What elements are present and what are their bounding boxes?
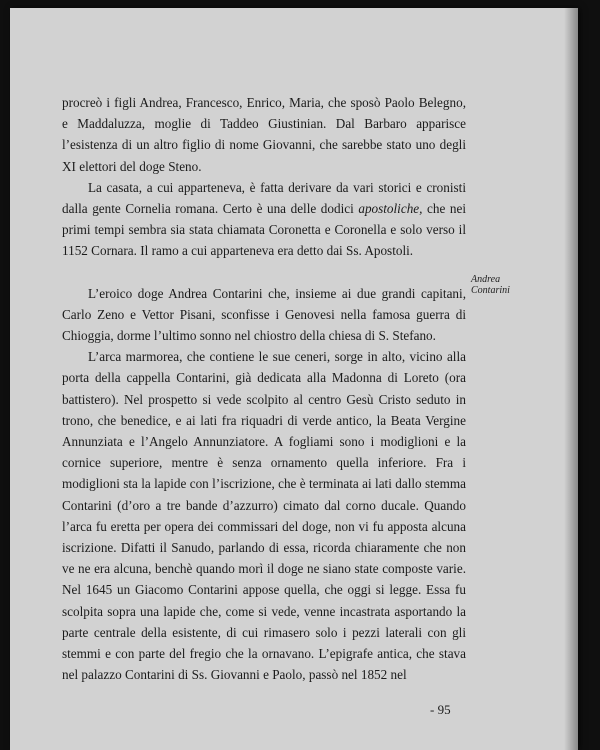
marginal-note-line-2: Contarini: [471, 285, 510, 296]
book-page: [10, 8, 578, 750]
body-text: [62, 92, 466, 685]
paragraph-2-before: La casata, a cui apparteneva, è fatta derivare da vari storici e cronisti dalla gente Cornelia romana. Certo è una delle dodici: [62, 179, 466, 217]
paragraph-2-italic: apostoliche,: [358, 201, 423, 217]
paragraph-3: L’eroico doge Andrea Contarini che, insieme ai due grandi capitani, Carlo Zeno e Vettor Pisani, sconfisse i Genovesi nella famosa guerra di Chioggia, dorme l’ultimo sonno nel chiostro della chiesa di S. Stefano.: [62, 285, 466, 344]
marginal-note: [471, 274, 551, 296]
marginal-note-line-1: Andrea: [471, 274, 501, 285]
paragraph-2-after: che nei primi tempi sembra sia stata chiamata Coronetta e Coronella e solo verso il 1152 Cornara. Il ramo a cui apparteneva era detto dai Ss. Apostoli.: [62, 201, 467, 259]
paragraph-4: L’arca marmorea, che contiene le sue ceneri, sorge in alto, vicino alla porta della cappella Contarini, già dedicata alla Madonna di Loreto (ora battistero). Nel prospetto si vede scolpito al centro Gesù Cristo seduto in trono, che benedice, e ai lati fra riquadri di verde antico, la Beata Vergine Annunziata e l’Angelo Annunziatore. A fogliami sono i modiglioni e la cornice superiore, mentre è senza ornamento quella inferiore. Fra i modiglioni sta la lapide con l’iscrizione, che è terminata ai lati dallo stemma Contarini (d’oro a tre bande d’azzurro) cimato dal corno ducale. Quando l’arca fu eretta per opera dei commissari del doge, non vi fu apposta alcuna iscrizione. Difatti il Sanudo, parlando di essa, ricorda chiaramente che non ve ne era alcuna, benchè quando morì il doge ne siano state composte varie. Nel 1645 un Giacomo Contarini appose quella, che oggi si legge. Essa fu scolpita sopra una lapide che, come si vede, venne incastrata asportando la parte centrale della esistente, di cui rimasero solo i pezzi laterali con gli stemmi e con parte del fregio che la ornavano. L’epigrafe antica, che stava nel palazzo Contarini di Ss. Giovanni e Paolo, passò nel 1852 nel: [62, 349, 466, 683]
page-number: - 95: [430, 702, 451, 717]
paragraph-2: [62, 177, 466, 262]
page-spine-shadow: [564, 8, 578, 750]
paragraph-1: procreò i figli Andrea, Francesco, Enrico, Maria, che sposò Paolo Belegno, e Maddaluzza, moglie di Taddeo Giustinian. Dal Barbaro apparisce l’esistenza di un altro figlio di nome Giovanni, che sarebbe stato uno degli XI elettori del doge Steno.: [62, 95, 466, 174]
